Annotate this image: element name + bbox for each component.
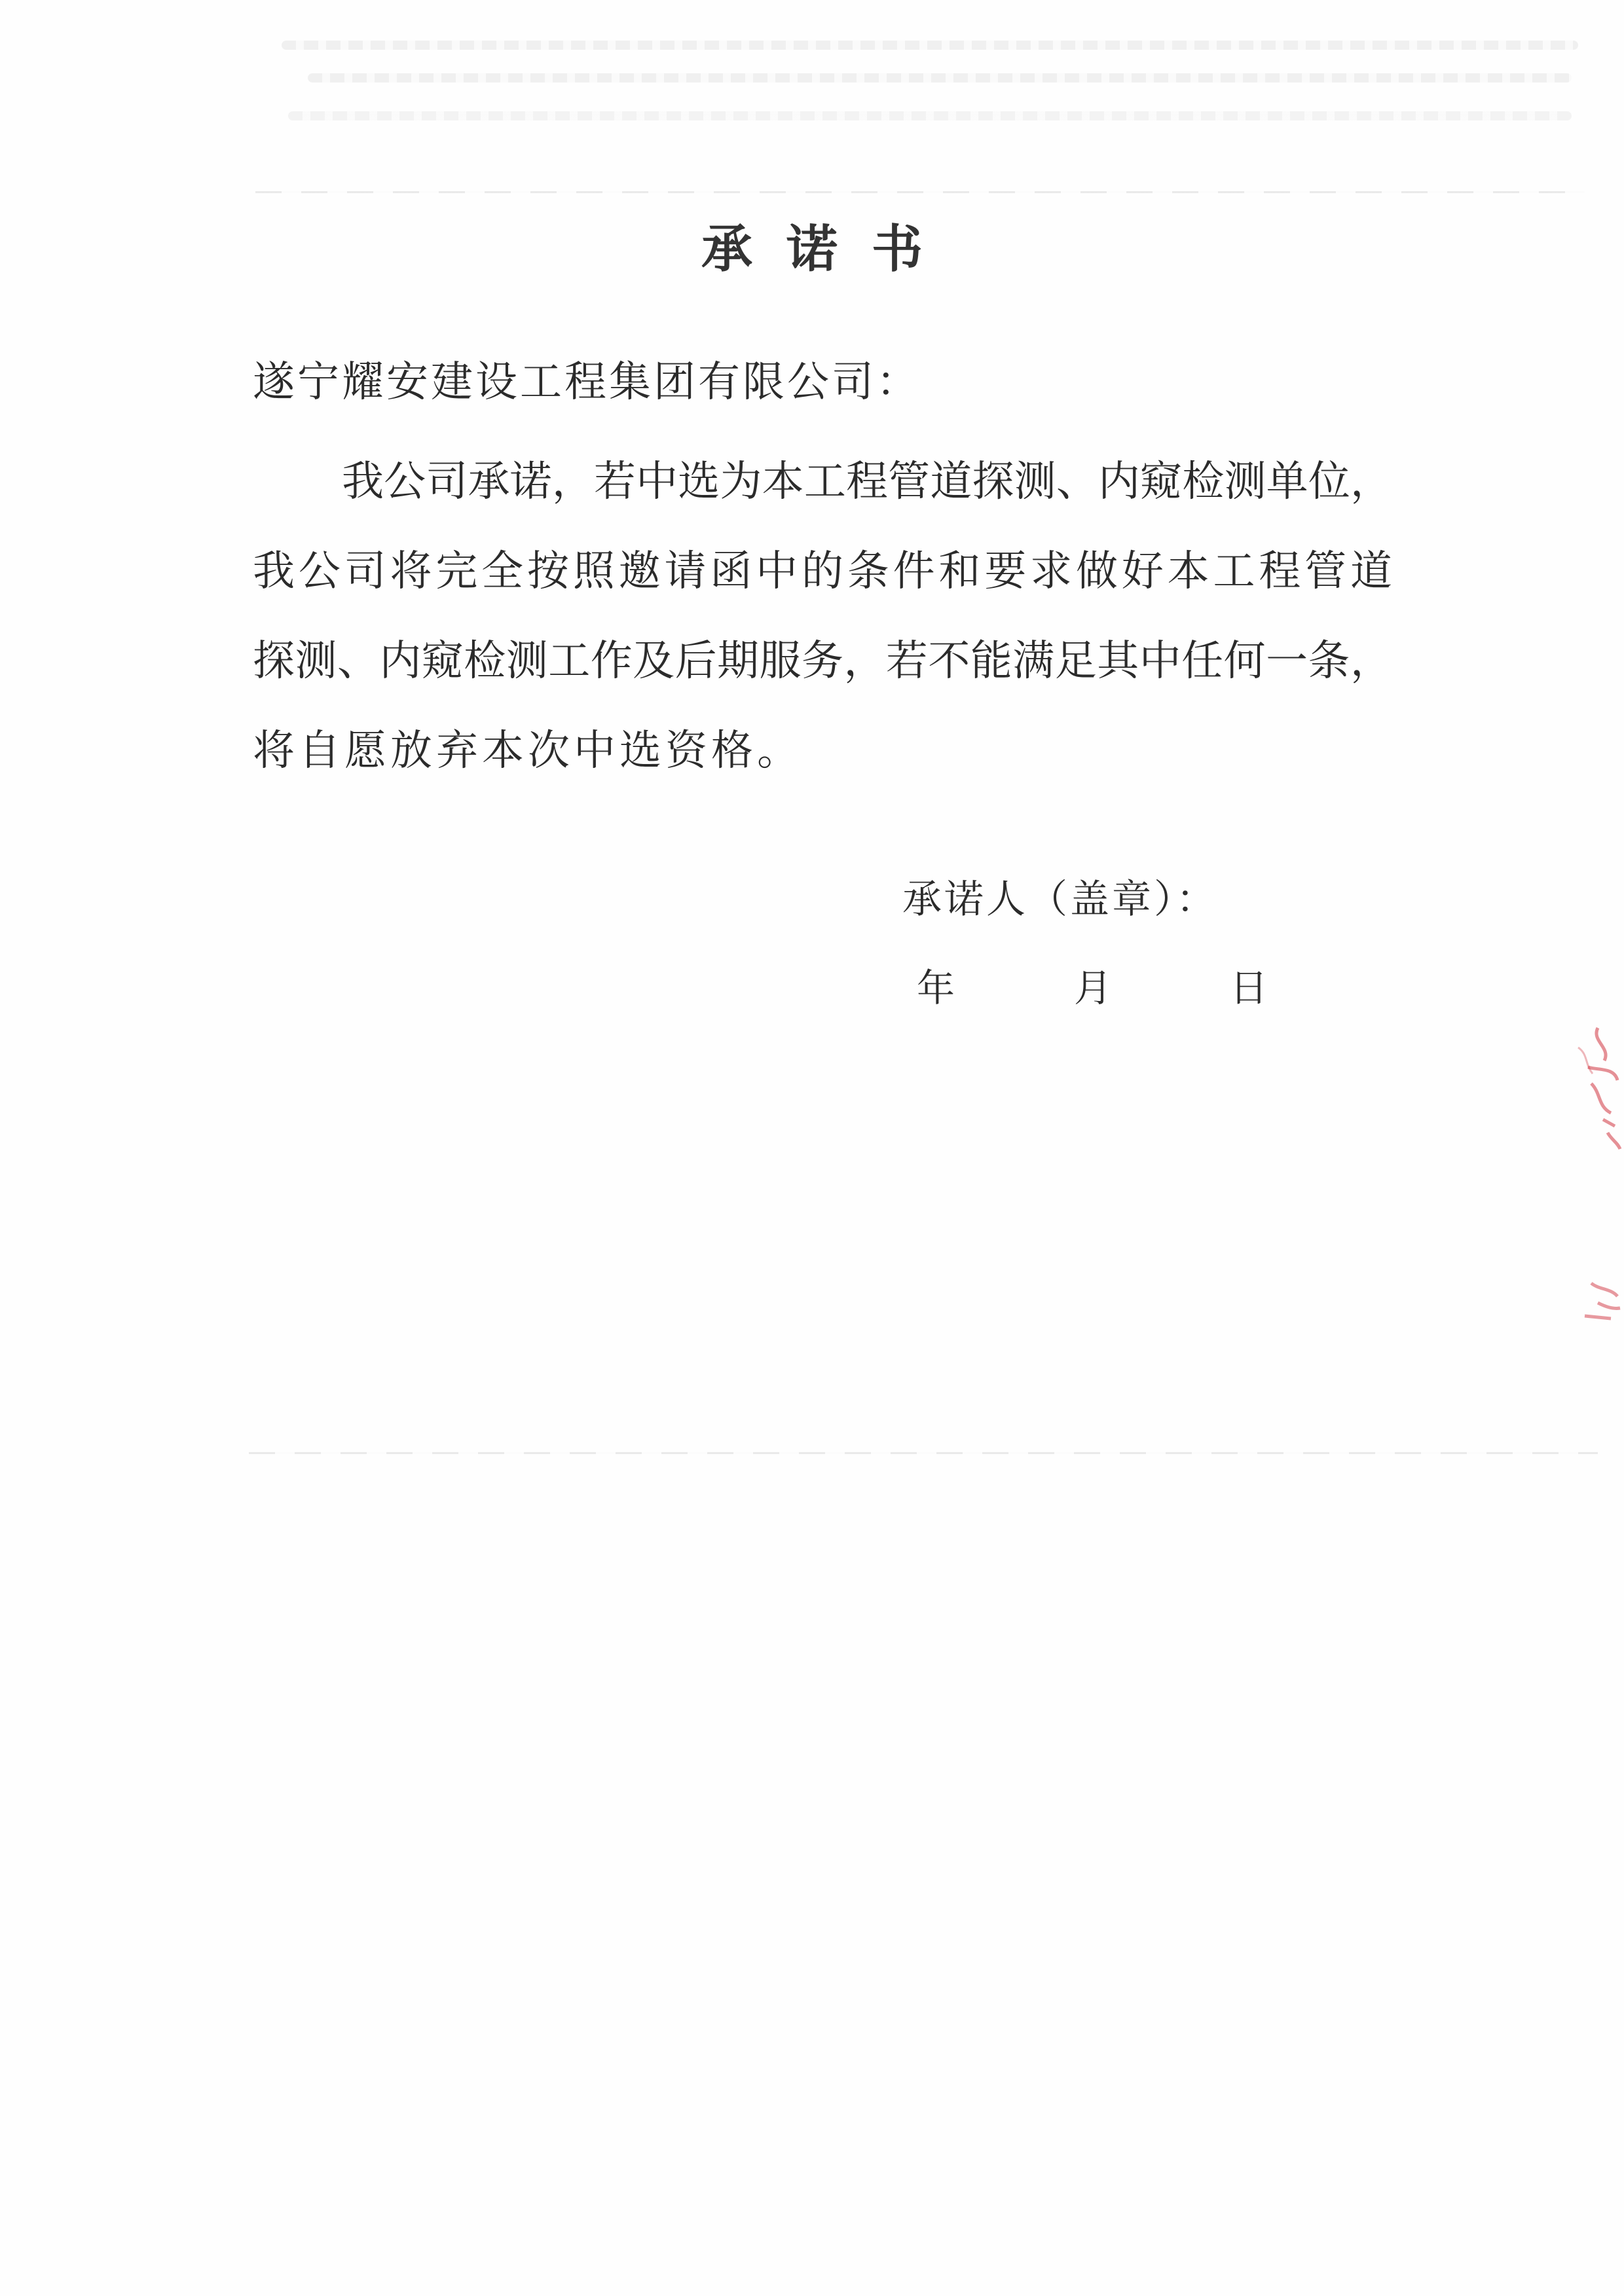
seal-edge-icon [1552,1270,1624,1329]
signature-label: 承诺人（盖章）： [902,877,1218,922]
commitment-body [253,437,1392,796]
seal-edge-icon [1552,1021,1624,1152]
scan-bleed-through [308,73,1572,82]
date-month-label: 月 [1074,966,1113,1010]
body-line: 将自愿放弃本次中选资格。 [253,727,803,775]
date-line [917,957,1270,1010]
date-year-label: 年 [917,966,955,1010]
body-line: 我公司将完全按照邀请函中的条件和要求做好本工程管道 [253,547,1392,596]
body-line: 探测、内窥检测工作及后期服务，若不能满足其中任何一条， [253,637,1392,685]
scan-artifact-line [255,191,1585,193]
scan-artifact-line [249,1452,1598,1454]
document-title: 承诺书 [701,219,957,279]
date-day-label: 日 [1230,966,1268,1010]
scan-bleed-through [282,41,1578,50]
addressee: 遂宁耀安建设工程集团有限公司： [253,358,921,407]
scan-bleed-through [288,111,1572,120]
body-line: 我公司承诺，若中选为本工程管道探测、内窥检测单位， [342,458,1392,506]
